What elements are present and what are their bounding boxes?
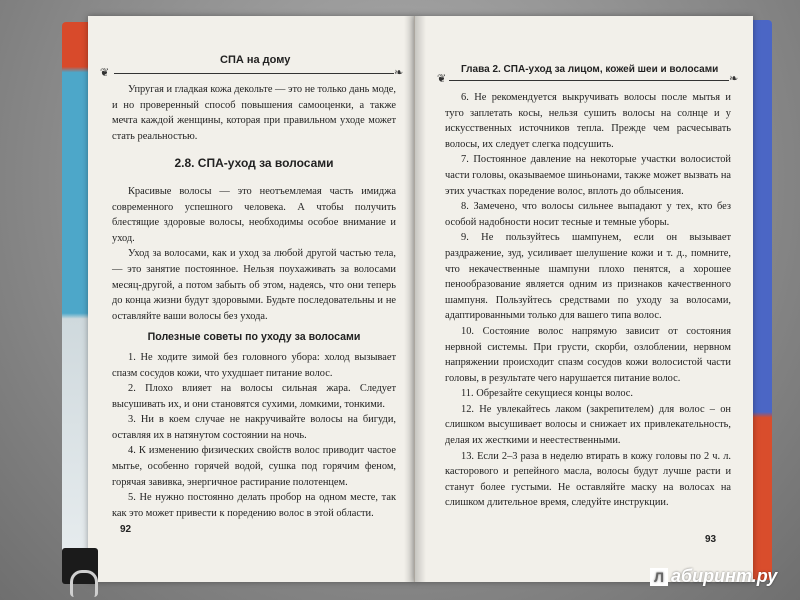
watermark [650,566,777,587]
watermark-text: абиринт.ру [671,566,778,586]
tip-item: 5. Не нужно постоянно делать пробор на одном месте, так как это может привести к поредению волос в этой области. [112,492,396,519]
running-header-left: СПА на дому [220,54,291,66]
tip-item: 6. Не рекомендуется выкручивать волосы после мытья и туго заплетать косы, нельзя сушить волосы на солнце и у искусственных источников тепла. Прежде чем расчесывать волосы, их следует слегка подсушить. [445,92,731,150]
left-page [88,16,415,582]
ornament-icon: ❦ [437,72,447,85]
running-header-right: Глава 2. СПА-уход за лицом, кожей шеи и волосами [461,64,719,75]
tip-item: 7. Постоянное давление на некоторые участки волосистой части головы, оказываемое шиньонами, также может вызвать на этих участках поредение волос, вплоть до облысения. [445,154,731,197]
right-page [414,16,753,582]
paragraph: Красивые волосы — это неотъемлемая часть имиджа современного успешного человека. А чтобы получить блестящие здоровые волосы, необходимы особое внимание и уход. [112,185,396,244]
watermark-logo: Л [650,568,668,586]
tip-item: 4. К изменению физических свойств волос приводит частое мытье, особенно горячей водой, сушка под горячим феном, горячая завивка, энергичное растирание полотенцем. [112,445,396,488]
tip-item: 3. Ни в коем случае не накручивайте волосы на бигуди, оставляя их в натянутом состоянии на ночь. [112,414,396,441]
right-page-text [445,90,731,511]
ornament-icon: ❦ [100,66,110,79]
intro-paragraph: Упругая и гладкая кожа декольте — это не только дань моде, и но проверенный способ повышения самооценки, а также мечта каждой женщины, которая при правильном уходе может стать реальностью. [112,84,396,142]
page-number: 92 [120,524,132,535]
page-number: 93 [705,534,717,545]
tip-item: 8. Замечено, что волосы сильнее выпадают у тех, кто без особой надобности носит тесные и темные уборы. [445,201,731,228]
tip-item: 9. Не пользуйтесь шампунем, если он вызывает раздражение, зуд, усиливает шелушение кожи и т. д., помните, что некачественные шампуни плохо пенятся, а хорошее пенообразование является одним из признаков качественного шампуня. Пользуйтесь средствами по уходу за волосами, адаптированными только для вашего типа волос. [445,232,731,322]
paragraph: Уход за волосами, как и уход за любой другой частью тела, — это занятие постоянное. Нельзя поухаживать за волосами месяц-другой, а потом забыть об этом, надеясь, что они теперь до конца жизни будут здоровыми. Будьте последовательны и не оставляйте ваши волосы без ухода. [112,248,396,322]
tip-item: 2. Плохо влияет на волосы сильная жара. Следует высушивать их, и они становятся сухими, ломкими, тонкими. [112,383,396,410]
tip-item: 11. Обрезайте секущиеся концы волос. [461,388,633,400]
ornament-icon: ❧ [394,66,404,79]
header-rule [449,80,729,81]
ornament-icon: ❧ [729,72,739,85]
tip-item: 13. Если 2–3 раза в неделю втирать в кожу головы по 2 ч. л. касторового и репейного масла, волосы будут лучше расти и станут более густыми. Не оставляйте маску на волосах на слишком длительное время, следуйте инструкции. [445,450,731,509]
book-gutter-shadow [404,16,426,582]
section-title: 2.8. СПА-уход за волосами [174,156,334,171]
tip-item: 10. Состояние волос напрямую зависит от состояния нервной системы. При грусти, скорби, озлоблении, нервном напряжении происходит спазм сосудов кожи волосистой части головы, в результате чего нарушается питание волос. [445,325,731,384]
header-rule [114,73,394,74]
left-page-text [112,82,396,521]
tips-title: Полезные советы по уходу за волосами [147,331,361,344]
binder-clip-handle-icon [70,570,98,597]
tip-item: 12. Не увлекайтесь лаком (закрепителем) для волос – он слишком высушивает волосы и снижает их привлекательность, делая их жесткими и неестественными. [445,403,731,447]
tip-item: 1. Не ходите зимой без головного убора: холод вызывает спазм сосудов кожи, что ухудшает питание волос. [112,351,396,379]
